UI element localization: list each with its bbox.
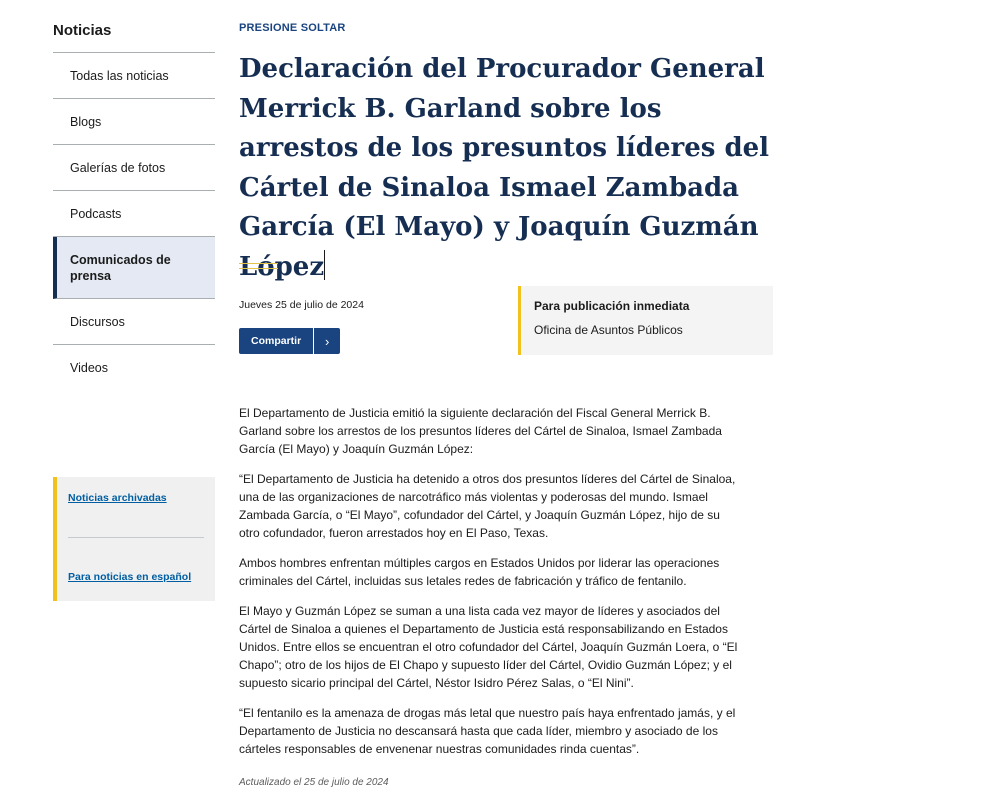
text-cursor (324, 250, 325, 280)
share-button-label: Compartir (251, 335, 302, 347)
share-button[interactable] (239, 328, 340, 354)
sidebar-item-comunicados-de-prensa[interactable]: Comunicados de prensa (53, 237, 215, 299)
article-title-text: Declaración del Procurador General Merrick B. Garland sobre los arrestos de los presuntos líderes del Cártel de Sinaloa Ismael Zambada García (El Mayo) y Joaquín Guzmán López (239, 54, 770, 282)
spanish-news-link[interactable]: Para noticias en español (68, 571, 192, 583)
chevron-right-icon: › (313, 328, 340, 354)
article-title (239, 50, 779, 287)
article-date: Jueves 25 de julio de 2024 (239, 299, 364, 311)
sidebar-item-podcasts[interactable]: Podcasts (53, 191, 215, 237)
sidebar-item-discursos[interactable]: Discursos (53, 299, 215, 345)
release-title: Para publicación inmediata (534, 299, 690, 313)
article-eyebrow: PRESIONE SOLTAR (239, 22, 346, 34)
sidebar-item-galerias-de-fotos[interactable]: Galerías de fotos (53, 145, 215, 191)
sidebar-item-videos[interactable]: Videos (70, 360, 108, 375)
release-office: Oficina de Asuntos Públicos (534, 323, 683, 337)
archived-news-link[interactable]: Noticias archivadas (68, 492, 167, 504)
article-paragraph: “El Departamento de Justicia ha detenido a otros dos presuntos líderes del Cártel de Sinaloa, una de las organizaciones de narcotráfico más violentas y poderosas del mundo. Ismael Zambada García, o “El Mayo”, cofundador del Cártel, y Joaquín Guzmán López, hijo de su otro cofundador, fueron arrestados hoy en El Paso, Texas. (239, 472, 736, 540)
article-body (239, 404, 739, 770)
sidebar-links-box (53, 477, 215, 601)
updated-date: Actualizado el 25 de julio de 2024 (239, 777, 389, 788)
sidebar-item-todas-las-noticias[interactable]: Todas las noticias (53, 53, 215, 99)
article-paragraph: Ambos hombres enfrentan múltiples cargos en Estados Unidos por liderar las operaciones criminales del Cártel, incluidas sus letales redes de fabricación y tráfico de fentanilo. (239, 556, 720, 588)
release-info-box (518, 286, 773, 355)
sidebar-nav (53, 18, 215, 390)
sidebar-divider (68, 537, 204, 538)
article-paragraph: “El fentanilo es la amenaza de drogas más letal que nuestro país haya enfrentado jamás, y el Departamento de Justicia no descansará hasta que cada líder, miembro y asociado de los cárteles responsables de envenenar nuestras comunidades rinda cuentas”. (239, 706, 736, 756)
article-paragraph: El Mayo y Guzmán López se suman a una lista cada vez mayor de líderes y asociados del Cártel de Sinaloa a quienes el Departamento de Justicia está responsabilizando en Estados Unidos. Entre ellos se encuentran el otro cofundador del Cártel, Joaquín Guzmán Loera, o “El Chapo”; otro de los hijos de El Chapo y supuesto líder del Cártel, Ovidio Guzmán López; y el supuesto sicario principal del Cártel, Néstor Isidro Pérez Salas, o “El Nini”. (239, 604, 738, 690)
article-paragraph: El Departamento de Justicia emitió la siguiente declaración del Fiscal General Merrick B. Garland sobre los arrestos de los presuntos líderes del Cártel de Sinaloa, Ismael Zambada García (El Mayo) y Joaquín Guzmán López: (239, 406, 722, 456)
sidebar-title: Noticias (53, 18, 215, 53)
title-rule (239, 263, 278, 269)
sidebar-item-blogs[interactable]: Blogs (53, 99, 215, 145)
